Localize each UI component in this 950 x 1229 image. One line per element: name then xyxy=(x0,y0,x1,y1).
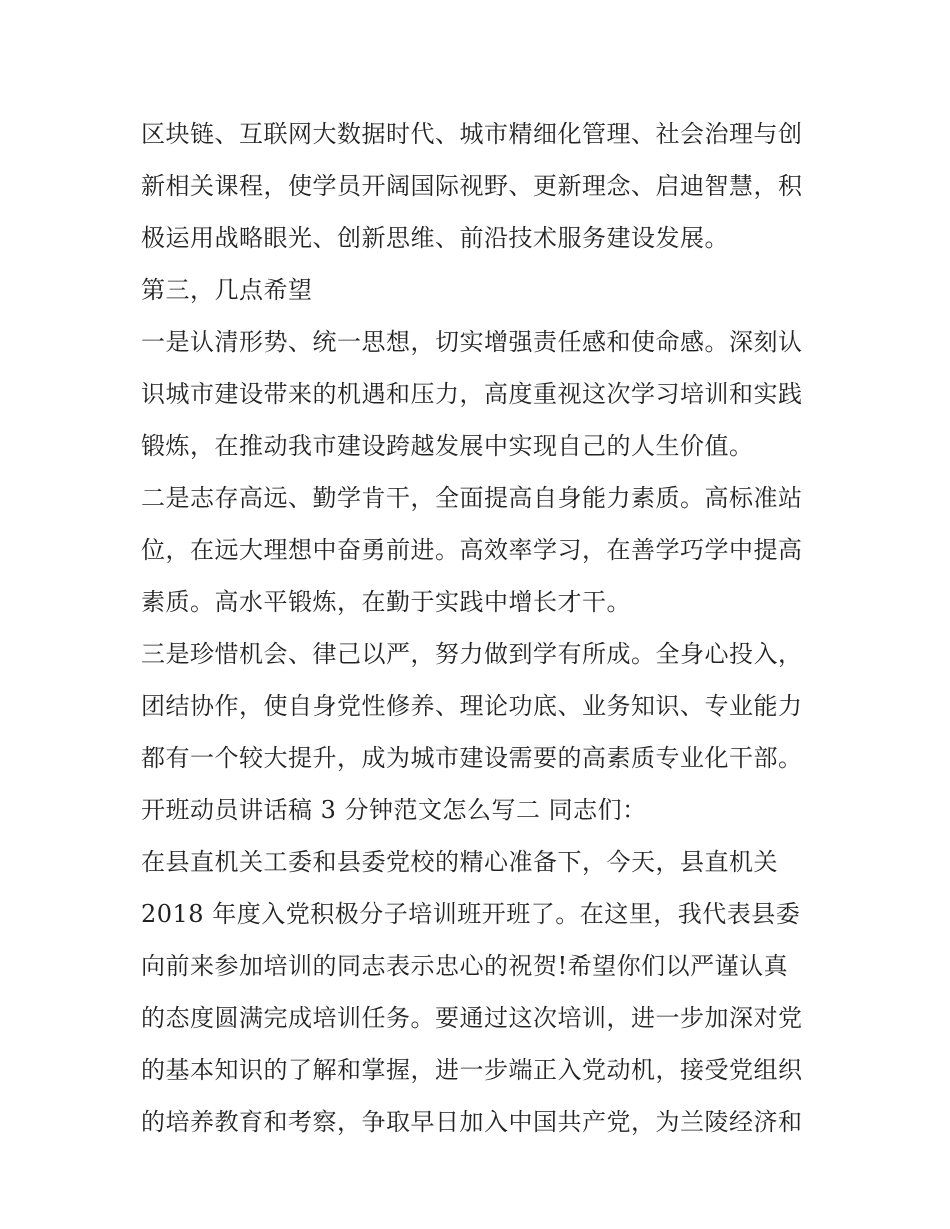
text-line: 2018 年度入党积极分子培训班开班了。在这里，我代表县委 xyxy=(141,900,801,928)
text-line: 在县直机关工委和县委党校的精心准备下，今天，县直机关 xyxy=(141,848,778,876)
text-line: 的培养教育和考察，争取早日加入中国共产党，为兰陵经济和 xyxy=(141,1108,803,1136)
text-line: 区块链、互联网大数据时代、城市精细化管理、社会治理与创 xyxy=(141,120,803,148)
text-line: 识城市建设带来的机遇和压力，高度重视这次学习培训和实践 xyxy=(141,380,803,408)
section-heading: 第三，几点希望 xyxy=(141,276,313,304)
text-line: 三是珍惜机会、律己以严，努力做到学有所成。全身心投入， xyxy=(141,640,803,668)
text-line: 向前来参加培训的同志表示忠心的祝贺!希望你们以严谨认真 xyxy=(141,952,789,980)
text-line: 锻炼，在推动我市建设跨越发展中实现自己的人生价值。 xyxy=(141,432,754,460)
text-line: 素质。高水平锻炼，在勤于实践中增长才干。 xyxy=(141,588,631,616)
text-line: 团结协作，使自身党性修养、理论功底、业务知识、专业能力 xyxy=(141,692,803,720)
text-line: 的基本知识的了解和掌握，进一步端正入党动机，接受党组织 xyxy=(141,1056,803,1084)
text-line: 二是志存高远、勤学肯干，全面提高自身能力素质。高标准站 xyxy=(141,484,803,512)
text-line: 位，在远大理想中奋勇前进。高效率学习，在善学巧学中提高 xyxy=(141,536,803,564)
text-line: 一是认清形势、统一思想，切实增强责任感和使命感。深刻认 xyxy=(141,328,803,356)
section-heading: 开班动员讲话稿 3 分钟范文怎么写二 同志们： xyxy=(141,796,647,824)
text-line: 都有一个较大提升，成为城市建设需要的高素质专业化干部。 xyxy=(141,744,803,772)
document-body xyxy=(141,108,821,1148)
text-line: 的态度圆满完成培训任务。要通过这次培训，进一步加深对党 xyxy=(141,1004,803,1032)
text-line: 极运用战略眼光、创新思维、前沿技术服务建设发展。 xyxy=(141,224,729,252)
text-line: 新相关课程，使学员开阔国际视野、更新理念、启迪智慧，积 xyxy=(141,172,803,200)
